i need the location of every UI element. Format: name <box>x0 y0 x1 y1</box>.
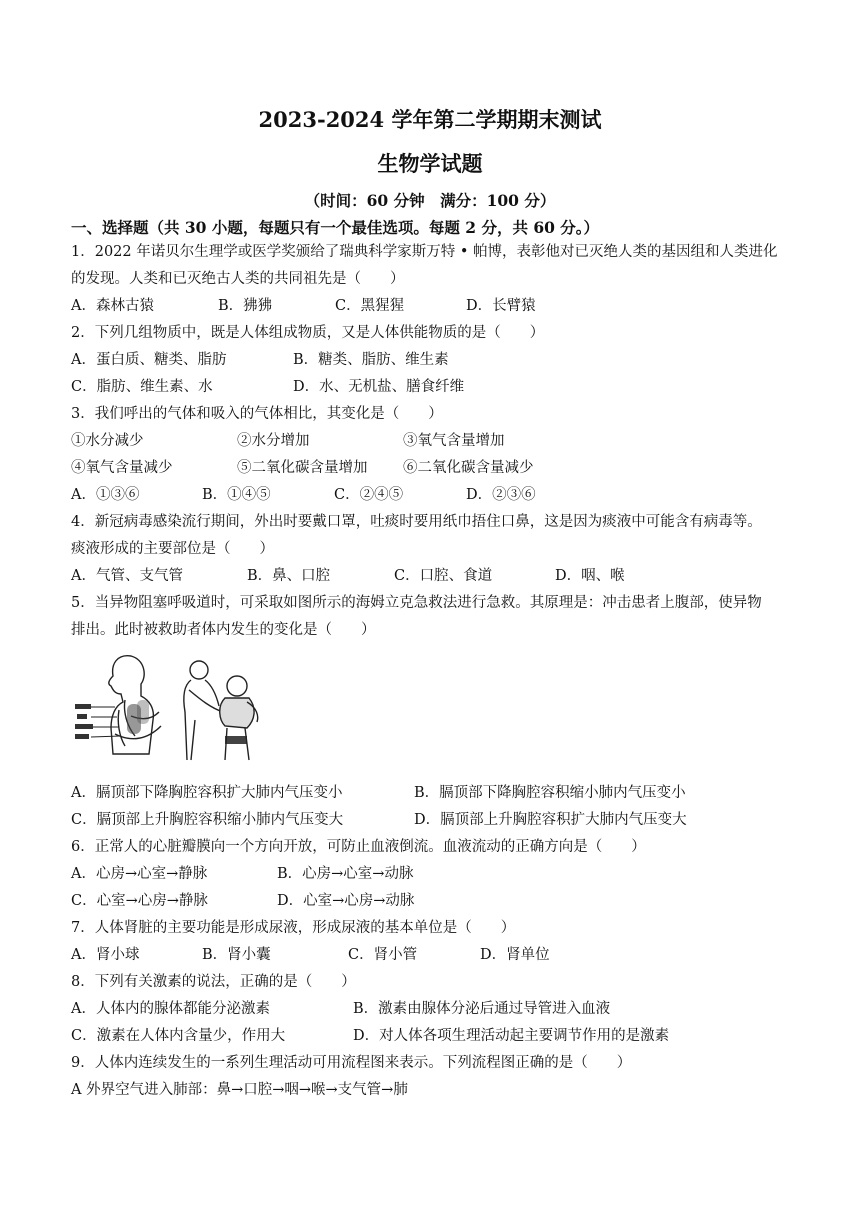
question-8-stem: 8．下列有关激素的说法，正确的是（ ） <box>71 974 356 990</box>
option-d: D．长臂猿 <box>466 298 536 314</box>
section-heading: 一、选择题（共 30 小题，每题只有一个最佳选项。每题 2 分，共 60 分。） <box>71 218 600 237</box>
item-6: ⑥二氧化碳含量减少 <box>403 460 534 476</box>
option-d: D．②③⑥ <box>466 487 536 503</box>
option-b: B．激素由腺体分泌后通过导管进入血液 <box>353 1001 611 1017</box>
option-a: A．膈顶部下降胸腔容积扩大肺内气压变小 <box>71 785 343 801</box>
option-a: A．蛋白质、糖类、脂肪 <box>71 352 227 368</box>
heimlich-maneuver-figure <box>71 650 261 765</box>
question-7-stem: 7．人体肾脏的主要功能是形成尿液，形成尿液的基本单位是（ ） <box>71 920 516 936</box>
option-d: D．膈顶部上升胸腔容积扩大肺内气压变大 <box>414 812 687 828</box>
option-d: D．咽、喉 <box>555 568 625 584</box>
option-a: A．肾小球 <box>71 947 140 963</box>
option-c: C．脂肪、维生素、水 <box>71 379 213 395</box>
option-a: A．①③⑥ <box>71 487 140 503</box>
question-1-stem: 1．2022 年诺贝尔生理学或医学奖颁给了瑞典科学家斯万特 • 帕博，表彰他对已灭绝人类的基因组和人类进化 <box>71 244 778 260</box>
item-1: ①水分减少 <box>71 433 144 449</box>
option-b: B．鼻、口腔 <box>247 568 331 584</box>
option-d: D．肾单位 <box>480 947 550 963</box>
option-c: C．激素在人体内含量少，作用大 <box>71 1028 286 1044</box>
question-2-stem: 2．下列几组物质中，既是人体组成物质，又是人体供能物质的是（ ） <box>71 325 545 341</box>
option-b: B．心房→心室→动脉 <box>277 866 414 882</box>
option-d: D．对人体各项生理活动起主要调节作用的是激素 <box>353 1028 670 1044</box>
option-c: C．口腔、食道 <box>394 568 493 584</box>
item-3: ③氧气含量增加 <box>403 433 505 449</box>
option-c: C．②④⑤ <box>334 487 404 503</box>
question-5-stem: 5．当异物阻塞呼吸道时，可采取如图所示的海姆立克急救法进行急救。其原理是：冲击患者上腹部，使异物 <box>71 595 762 611</box>
question-6-stem: 6．正常人的心脏瓣膜向一个方向开放，可防止血液倒流。血液流动的正确方向是（ ） <box>71 839 646 855</box>
question-3-stem: 3．我们呼出的气体和吸入的气体相比，其变化是（ ） <box>71 406 443 422</box>
option-d: D．心室→心房→动脉 <box>277 893 415 909</box>
option-b: B．狒狒 <box>218 298 273 314</box>
option-a: A．气管、支气管 <box>71 568 183 584</box>
option-d: D．水、无机盐、膳食纤维 <box>293 379 465 395</box>
question-4-stem-cont: 痰液形成的主要部位是（ ） <box>71 541 274 557</box>
option-b: B．糖类、脂肪、维生素 <box>293 352 449 368</box>
question-9-stem: 9．人体内连续发生的一系列生理活动可用流程图来表示。下列流程图正确的是（ ） <box>71 1055 632 1071</box>
option-a: A．森林古猿 <box>71 298 154 314</box>
option-b: B．肾小囊 <box>202 947 271 963</box>
option-c: C．膈顶部上升胸腔容积缩小肺内气压变大 <box>71 812 344 828</box>
question-1-stem-cont: 的发现。人类和已灭绝古人类的共同祖先是（ ） <box>71 271 405 287</box>
option-c: C．黑猩猩 <box>335 298 405 314</box>
option-b: B．①④⑤ <box>202 487 271 503</box>
option-a: A．人体内的腺体都能分泌激素 <box>71 1001 270 1017</box>
exam-meta: （时间：60 分钟 满分：100 分） <box>304 191 556 210</box>
item-5: ⑤二氧化碳含量增加 <box>237 460 368 476</box>
question-4-stem: 4．新冠病毒感染流行期间，外出时要戴口罩，吐痰时要用纸巾捂住口鼻，这是因为痰液中可能含有病毒等。 <box>71 514 762 530</box>
option-c: C．肾小管 <box>348 947 418 963</box>
question-9-option-a: A 外界空气进入肺部：鼻→口腔→咽→喉→支气管→肺 <box>71 1082 408 1098</box>
exam-title: 2023-2024 学年第二学期期末测试 <box>258 107 602 132</box>
option-a: A．心房→心室→静脉 <box>71 866 208 882</box>
exam-subject: 生物学试题 <box>377 151 483 176</box>
item-2: ②水分增加 <box>237 433 310 449</box>
option-b: B．膈顶部下降胸腔容积缩小肺内气压变小 <box>414 785 686 801</box>
item-4: ④氧气含量减少 <box>71 460 173 476</box>
option-c: C．心室→心房→静脉 <box>71 893 208 909</box>
question-5-stem-cont: 排出。此时被救助者体内发生的变化是（ ） <box>71 622 376 638</box>
